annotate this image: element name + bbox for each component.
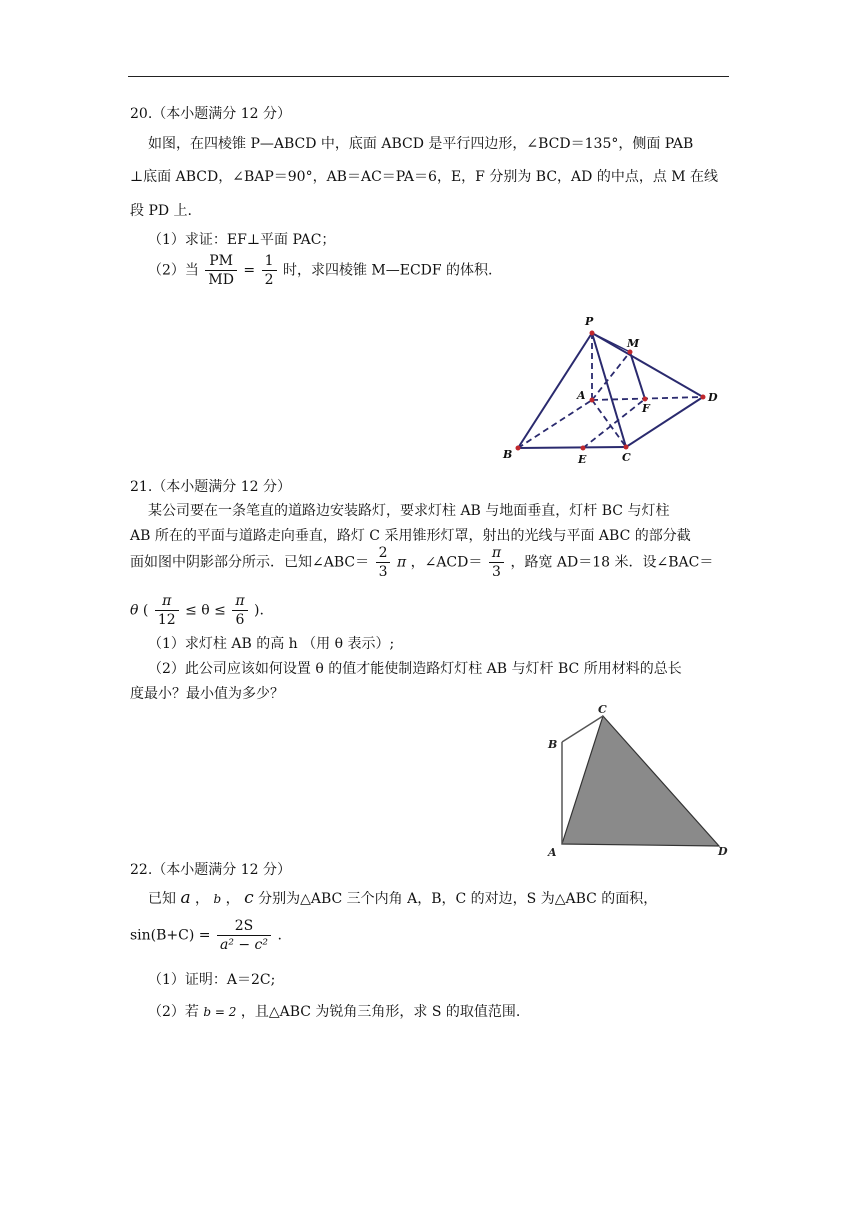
q22-line1-b: 分别为△ABC 三个内角 A，B，C 的对边，S 为△ABC 的面积， (258, 891, 658, 907)
label-a: A (577, 389, 586, 402)
q21-frac-two-thirds-num: 2 (376, 544, 391, 563)
q21-line3-b: ，∠ACD＝ (410, 554, 483, 571)
q22-line1-a: 已知 (148, 891, 176, 907)
q22-period: . (277, 927, 282, 944)
q21-frac-pi-third-num: π (489, 544, 504, 563)
q21-header: 21.（本小题满分 12 分） (130, 479, 291, 495)
q22-part1: （1）证明：A＝2C; (148, 972, 276, 988)
q20-part1: （1）求证：EF⊥平面 PAC； (148, 232, 336, 248)
q22-lhs: sin(B+C) = (130, 927, 211, 944)
lamp-figure (540, 700, 740, 860)
q21-part2-line1: （2）此公司应该如何设置 θ 的值才能使制造路灯灯柱 AB 与灯杆 BC 所用材料的总长 (148, 661, 682, 677)
q21-frac-pi-third (489, 544, 504, 581)
q21-line3-c: ，路宽 AD＝18 米．设∠BAC＝ (510, 554, 714, 571)
q20-equals: = (243, 262, 256, 279)
point-b (516, 446, 521, 451)
q22-sep1: ， (195, 891, 210, 907)
q21-open-paren: ( (142, 602, 149, 619)
point-f (643, 397, 648, 402)
point-p (590, 331, 595, 336)
q22-line1 (148, 888, 657, 909)
q20-frac1-numerator: PM (205, 252, 237, 271)
q21-frac-pi-12-num: π (155, 592, 179, 611)
point-d (701, 395, 706, 400)
q21-frac-pi-6-num: π (232, 592, 247, 611)
label-m: M (627, 337, 640, 350)
q22-part2-c: ，且△ABC 为锐角三角形，求 S 的取值范围. (240, 1004, 521, 1020)
pyramid-figure (495, 310, 735, 470)
q22-var-a: a (180, 888, 191, 908)
light-cone-shaded (562, 716, 719, 846)
q22-line2 (130, 917, 282, 954)
q20-fraction-pm-md (205, 252, 237, 289)
q21-line3 (130, 544, 713, 581)
label-c: C (622, 451, 631, 464)
q22-frac-den: a² − c² (219, 937, 269, 953)
q22-part2-a: （2）若 (148, 1004, 199, 1020)
q20-part2 (148, 252, 493, 289)
point-c (624, 445, 629, 450)
q21-inequality: ≤ θ ≤ (185, 602, 226, 619)
q20-frac2-numerator: 1 (262, 252, 277, 271)
q20-fraction-one-half (262, 252, 277, 289)
label-a2: A (548, 846, 557, 859)
label-d: D (708, 391, 718, 404)
q22-header: 22.（本小题满分 12 分） (130, 862, 291, 878)
q22-var-b: b (213, 892, 222, 906)
q21-theta: θ (130, 602, 139, 619)
q21-frac-pi-12 (155, 592, 179, 629)
q21-part2-line2: 度最小？最小值为多少？ (130, 686, 284, 702)
label-b: B (503, 448, 513, 461)
q21-line3-a: 面如图中阴影部分所示．已知∠ABC＝ (130, 554, 370, 571)
label-d2: D (718, 845, 728, 858)
q20-part2-prefix: （2）当 (148, 262, 199, 279)
q21-part1: （1）求灯柱 AB 的高 h （用 θ 表示）; (148, 636, 395, 652)
q21-frac-two-thirds-den: 3 (378, 564, 388, 580)
top-rule (128, 76, 729, 77)
label-p: P (585, 315, 594, 328)
q22-frac-num: 2S (217, 917, 271, 936)
q21-line2: AB 所在的平面与道路走向垂直，路灯 C 采用锥形灯罩，射出的光线与平面 ABC 的部分截 (130, 528, 691, 544)
q21-close-paren: ). (254, 602, 264, 619)
label-b2: B (548, 738, 558, 751)
q21-frac-pi-12-den: 12 (157, 612, 176, 628)
point-e (581, 446, 586, 451)
q22-fraction (217, 917, 271, 954)
q21-frac-pi-6-den: 6 (235, 612, 245, 628)
q20-frac1-denominator: MD (208, 272, 234, 288)
q22-sep2: ， (225, 891, 240, 907)
q22-part2-b-eq-2: b = 2 (203, 1005, 237, 1019)
label-f: F (642, 402, 650, 415)
q21-frac-pi-6 (232, 592, 247, 629)
q20-part2-suffix: 时，求四棱锥 M—ECDF 的体积. (282, 262, 493, 279)
point-a (590, 398, 595, 403)
q21-line1: 某公司要在一条笔直的道路边安装路灯，要求灯柱 AB 与地面垂直，灯杆 BC 与灯柱 (148, 503, 670, 519)
q20-line3: 段 PD 上. (130, 203, 192, 219)
q20-frac2-denominator: 2 (264, 272, 274, 288)
q21-frac-two-thirds (376, 544, 391, 581)
label-e: E (578, 453, 587, 466)
q22-part2 (148, 1002, 520, 1022)
q20-header: 20.（本小题满分 12 分） (130, 106, 291, 122)
q20-line2: ⊥底面 ABCD，∠BAP＝90°，AB＝AC＝PA＝6，E，F 分别为 BC，AD 的中点，点 M 在线 (130, 169, 719, 185)
q20-line1: 如图，在四棱锥 P—ABCD 中，底面 ABCD 是平行四边形，∠BCD＝135°，侧面 PAB (148, 136, 694, 152)
q21-pi: π (396, 554, 407, 571)
q21-line4 (130, 592, 264, 629)
point-m (628, 350, 633, 355)
q22-var-c: c (244, 888, 254, 908)
label-c2: C (598, 703, 607, 716)
q21-frac-pi-third-den: 3 (491, 564, 501, 580)
